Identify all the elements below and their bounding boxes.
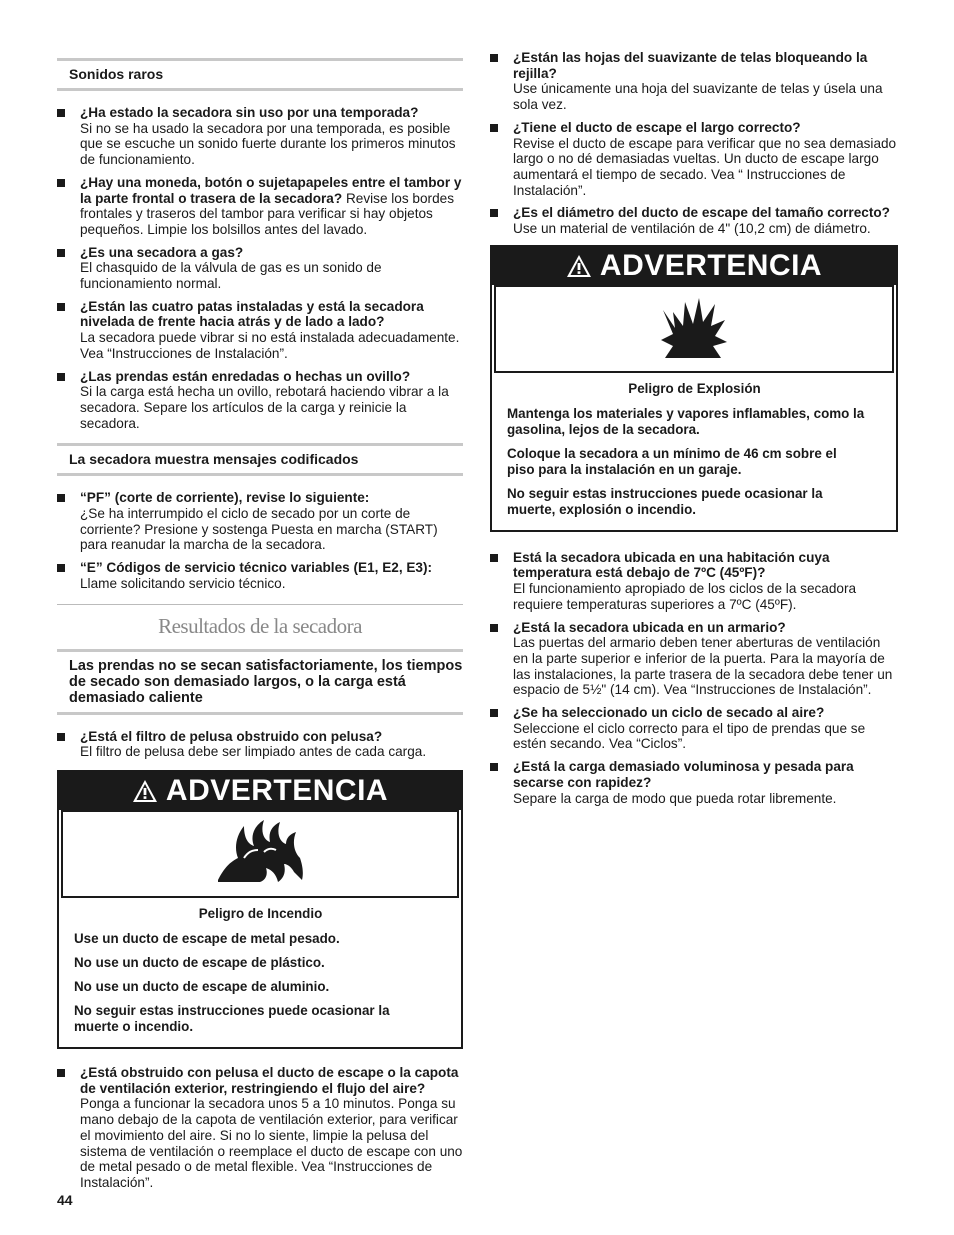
list-item: ¿Es una secadora a gas? El chasquido de la válvula de gas es un sonido de funcionamiento normal.: [57, 245, 463, 292]
list-item: Está la secadora ubicada en una habitación cuya temperatura está debajo de 7ºC (45ºF)? El funcionamiento apropiado de los ciclos de la secadora requiere temperaturas superiores a 7ºC (45ºF).: [490, 550, 898, 613]
bullet-icon: [57, 303, 65, 311]
fire-warning-box: [57, 770, 463, 1049]
list-item: ¿Está la carga demasiado voluminosa y pesada para secarse con rapidez? Separe la carga de modo que pueda rotar libremente.: [490, 759, 898, 806]
right-bottom-list: [490, 550, 898, 807]
bullet-icon: [57, 249, 65, 257]
fire-icon: [214, 818, 306, 889]
warning-line: Coloque la secadora a un mínimo de 46 cm sobre el piso para la instalación en un garaje.: [507, 445, 837, 477]
hazard-title: Peligro de Incendio: [198, 905, 323, 921]
explosion-icon: [659, 292, 729, 365]
bullet-icon: [57, 179, 65, 187]
prendas-list: [57, 729, 463, 760]
bullet-icon: [490, 124, 498, 132]
section-title: Resultados de la secadora: [57, 604, 463, 649]
list-item: ¿Está la secadora ubicada en un armario? Las puertas del armario deben tener aberturas de ventilación en la parte superior e inferior de la puerta. Para la mayoría de las instalaciones, la parte trasera de la secadora debe tener un espacio de 5½" (14 cm). Vea “Instrucciones de Instalación”.: [490, 620, 898, 699]
bullet-icon: [490, 624, 498, 632]
section-heading-codificados: La secadora muestra mensajes codificados: [57, 443, 463, 476]
bullet-icon: [490, 554, 498, 562]
bullet-icon: [57, 564, 65, 572]
sonidos-list: [57, 105, 463, 431]
warning-triangle-icon: [132, 775, 158, 813]
list-item: “PF” (corte de corriente), revise lo siguiente: ¿Se ha interrumpido el ciclo de secado por un corte de corriente? Presione y sostenga Puesta en marcha (START) para reanudar la marcha de la secadora.: [57, 490, 463, 553]
warning-line: No use un ducto de escape de aluminio.: [74, 978, 330, 994]
warning-line: No seguir estas instrucciones puede ocasionar la muerte, explosión o incendio.: [507, 485, 823, 517]
list-item: ¿Están las cuatro patas instaladas y está la secadora nivelada de frente hacia atrás y de lado a lado? La secadora puede vibrar si no está instalada adecuadamente. Vea “Instrucciones de Instalación”.: [57, 299, 463, 362]
list-item: ¿Hay una moneda, botón o sujetapapeles entre el tambor y la parte frontal o trasera de la secadora? Revise los bordes frontales y traseros del tambor para verificar si hay objetos pequeños. Limpie los bolsillos antes del lavado.: [57, 175, 463, 238]
bullet-icon: [57, 494, 65, 502]
warning-body: [492, 373, 896, 530]
list-item: ¿Las prendas están enredadas o hechas un ovillo? Si la carga está hecha un ovillo, rebotará haciendo vibrar a la secadora. Separe los artículos de la carga y reinicie la secadora.: [57, 369, 463, 432]
bullet-icon: [490, 209, 498, 217]
right-top-list: [490, 50, 898, 237]
warning-line: No seguir estas instrucciones puede ocasionar la muerte o incendio.: [74, 1002, 390, 1034]
warning-header: [59, 772, 461, 810]
list-item: ¿Están las hojas del suavizante de telas bloqueando la rejilla? Use únicamente una hoja del suavizante de telas y úsela una sola vez.: [490, 50, 898, 113]
bullet-icon: [490, 763, 498, 771]
right-column: [490, 50, 898, 813]
bullet-icon: [57, 733, 65, 741]
bullet-icon: [57, 373, 65, 381]
fire-icon-box: [61, 810, 459, 898]
explosion-icon-box: [494, 285, 894, 373]
bullet-icon: [490, 54, 498, 62]
warning-title: ADVERTENCIA: [599, 248, 823, 282]
warning-triangle-icon: [566, 250, 592, 288]
warning-title: ADVERTENCIA: [165, 773, 389, 807]
bullet-icon: [57, 109, 65, 117]
explosion-warning-box: [490, 245, 898, 532]
warning-line: No use un ducto de escape de plástico.: [74, 954, 325, 970]
left-column: [57, 58, 463, 1198]
list-item: ¿Se ha seleccionado un ciclo de secado al aire? Seleccione el ciclo correcto para el tipo de prendas que se estén secando. Vea “Ciclos”.: [490, 705, 898, 752]
hazard-title: Peligro de Explosión: [628, 380, 761, 396]
list-item: “E” Códigos de servicio técnico variables (E1, E2, E3): Llame solicitando servicio técnico.: [57, 560, 463, 591]
warning-line: Mantenga los materiales y vapores inflamables, como la gasolina, lejos de la secadora.: [507, 405, 865, 437]
bullet-icon: [490, 709, 498, 717]
warning-body: [59, 898, 461, 1047]
section-heading-prendas: Las prendas no se secan satisfactoriamente, los tiempos de secado son demasiado largos, o la carga está demasiado caliente: [57, 649, 463, 715]
after-warning-list: [57, 1065, 463, 1191]
warning-line: Use un ducto de escape de metal pesado.: [74, 930, 340, 946]
list-item: ¿Está obstruido con pelusa el ducto de escape o la capota de ventilación exterior, restringiendo el flujo del aire? Ponga a funcionar la secadora unos 5 a 10 minutos. Ponga su mano debajo de la capota de ventilación exterior, para verificar el movimiento del aire. Si no lo siente, limpie la pelusa del sistema de ventilación o reemplace el ducto de escape con uno de metal pesado o de metal flexible. Vea “Instrucciones de Instalación”.: [57, 1065, 463, 1191]
page-number: 44: [57, 1192, 73, 1208]
list-item: ¿Ha estado la secadora sin uso por una temporada? Si no se ha usado la secadora por una temporada, es posible que se escuche un sonido fuerte durante los primeros minutos de funcionamiento.: [57, 105, 463, 168]
list-item: ¿Está el filtro de pelusa obstruido con pelusa? El filtro de pelusa debe ser limpiado antes de cada carga.: [57, 729, 463, 760]
bullet-icon: [57, 1069, 65, 1077]
section-heading-sonidos: Sonidos raros: [57, 58, 463, 91]
warning-header: [492, 247, 896, 285]
codificados-list: [57, 490, 463, 591]
list-item: ¿Tiene el ducto de escape el largo correcto? Revise el ducto de escape para verificar que no sea demasiado largo o no dé demasiadas vueltas. Un ducto de escape largo aumentará el tiempo de secado. Vea “ Instrucciones de Instalación”.: [490, 120, 898, 199]
list-item: ¿Es el diámetro del ducto de escape del tamaño correcto? Use un material de ventilación de 4" (10,2 cm) de diámetro.: [490, 205, 898, 236]
